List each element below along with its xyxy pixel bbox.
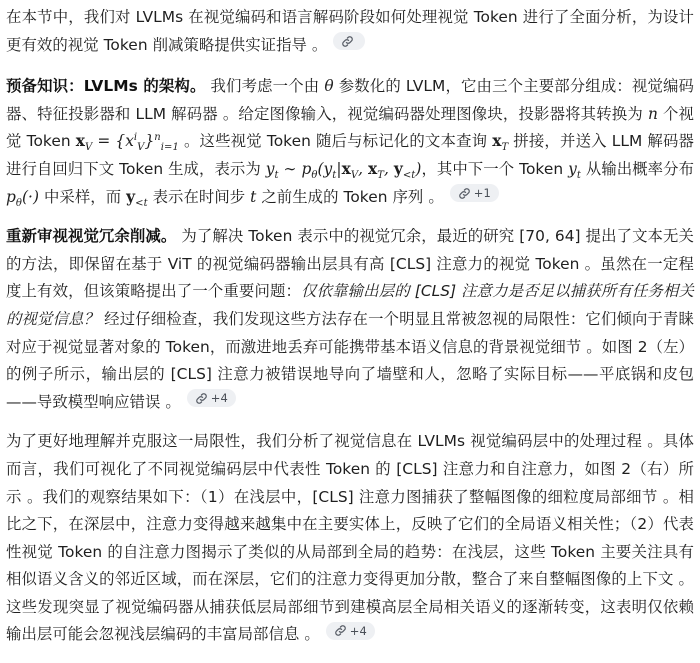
math-visual-tokens: $x_V = \{x^i_V\}^n_{i=1}$ (75, 132, 179, 154)
redundancy-heading: 重新审视视觉冗余削减。 (6, 227, 177, 246)
paragraph-analysis (6, 428, 694, 649)
intro-text: 在本节中，我们对 LVLMs 在视觉编码和语言解码阶段如何处理视觉 Token 进行了全面分析，为设计更有效的视觉 Token 削减策略提供实证指导 。 (6, 8, 694, 54)
link-icon (195, 392, 208, 405)
link-icon (334, 624, 347, 637)
citation-link-2[interactable] (450, 184, 499, 202)
citation-link-4[interactable] (326, 622, 375, 640)
preliminaries-heading: 预备知识：LVLMs 的架构。 (6, 77, 206, 96)
citation-link-3[interactable] (187, 389, 236, 407)
math-generation: $y_t$ ∼ $p_\theta(y_t|x_V$, $x_T$, $y_{<t}$) (265, 159, 422, 182)
research-question: 仅依靠输出层的 [CLS] 注意力是否足以捕获所有任务相关的视觉信息？ (6, 282, 694, 328)
math-distribution: $p_\theta(\cdot)$ (6, 187, 40, 209)
math-t: t (250, 187, 257, 206)
link-icon (341, 35, 354, 48)
math-theta: θ (324, 77, 334, 96)
math-text-query: $x_T$ (492, 132, 509, 154)
math-n: n (647, 104, 658, 123)
citation-link-1[interactable] (333, 32, 365, 50)
citation-label-4: +4 (349, 623, 367, 638)
math-prev-tokens: $y_{<t}$ (126, 187, 148, 209)
paragraph-preliminaries: 预备知识：LVLMs 的架构。 我们考虑一个由 θ 参数化的 LVLM，它由三个主要部分组成：视觉编码器、特征投影器和 LLM 解码器 。给定图像输入，视觉编码器处理图像块，投影器将其转换为 n 个视觉 Token $x_V = \{x^i_V\}^n_{i=1}$ 。这些视觉 Token 随后与标记化的文本查询 $x_T$ 拼接，并送入 LLM 解码器进行自回归下文 Token 生成，表示为 $y_t$ ∼ $p_\theta(y_t|x_V$, $x_T$, $y_{<t}$)，其中下一个 Token $y_t$ 从输出概率分布 $p_\theta(\cdot)$ 中采样，而 $y_{<t}$ 表示在时间步 t 之前生成的 Token 序列 。 +1 (6, 77, 695, 209)
link-icon (458, 187, 471, 200)
citation-label-3: +4 (210, 391, 228, 406)
math-yt: $y_t$ (568, 159, 581, 182)
citation-label-2: +1 (473, 186, 491, 201)
analysis-text: 为了更好地理解并克服这一局限性，我们分析了视觉信息在 LVLMs 视觉编码层中的处理过程 。具体而言，我们可视化了不同视觉编码层中代表性 Token 的 [CLS] 注意力和自注意力，如图 2（右）所示 。我们的观察结果如下：（1）在浅层中，[CLS] 注意力图捕获了整幅图像的细粒度局部细节 。相比之下，在深层中，注意力变得越来越集中在主要实体上，反映了它们的全局语义相关性；（2）代表性视觉 Token 的自注意力图揭示了类似的从局部到全局的趋势：在浅层，这些 Token 主要关注具有相似语义含义的邻近区域，而在深层，它们的注意力变得更加分散，整合了来自整幅图像的上下文 。这些发现突显了视觉编码器从捕获低层局部细节到建模高层全局相关语义的逐渐转变，这表明仅依赖输出层可能会忽视浅层编码的丰富局部信息 。 (6, 432, 694, 644)
paragraph-intro (6, 4, 694, 59)
paragraph-redundancy: 重新审视视觉冗余削减。 为了解决 Token 表示中的视觉冗余，最近的研究 [70, 64] 提出了文本无关的方法，即保留在基于 ViT 的视觉编码器输出层具有高 [CLS] 注意力的视觉 Token 。虽然在一定程度上有效，但该策略提出了一个重要问题：仅依靠输出层的 [CLS] 注意力是否足以捕获所有任务相关的视觉信息？ 经过仔细检查，我们发现这些方法存在一个明显且常被忽视的局限性：它们倾向于青睐对应于视觉显著对象的 Token，而激进地丢弃可能携带基本语义信息的背景视觉细节 。如图 2（左）的例子所示，输出层的 [CLS] 注意力被错误地导向了墙壁和人，忽略了实际目标——平底锅和皮包——导致模型响应错误 。 +4 (6, 227, 695, 411)
